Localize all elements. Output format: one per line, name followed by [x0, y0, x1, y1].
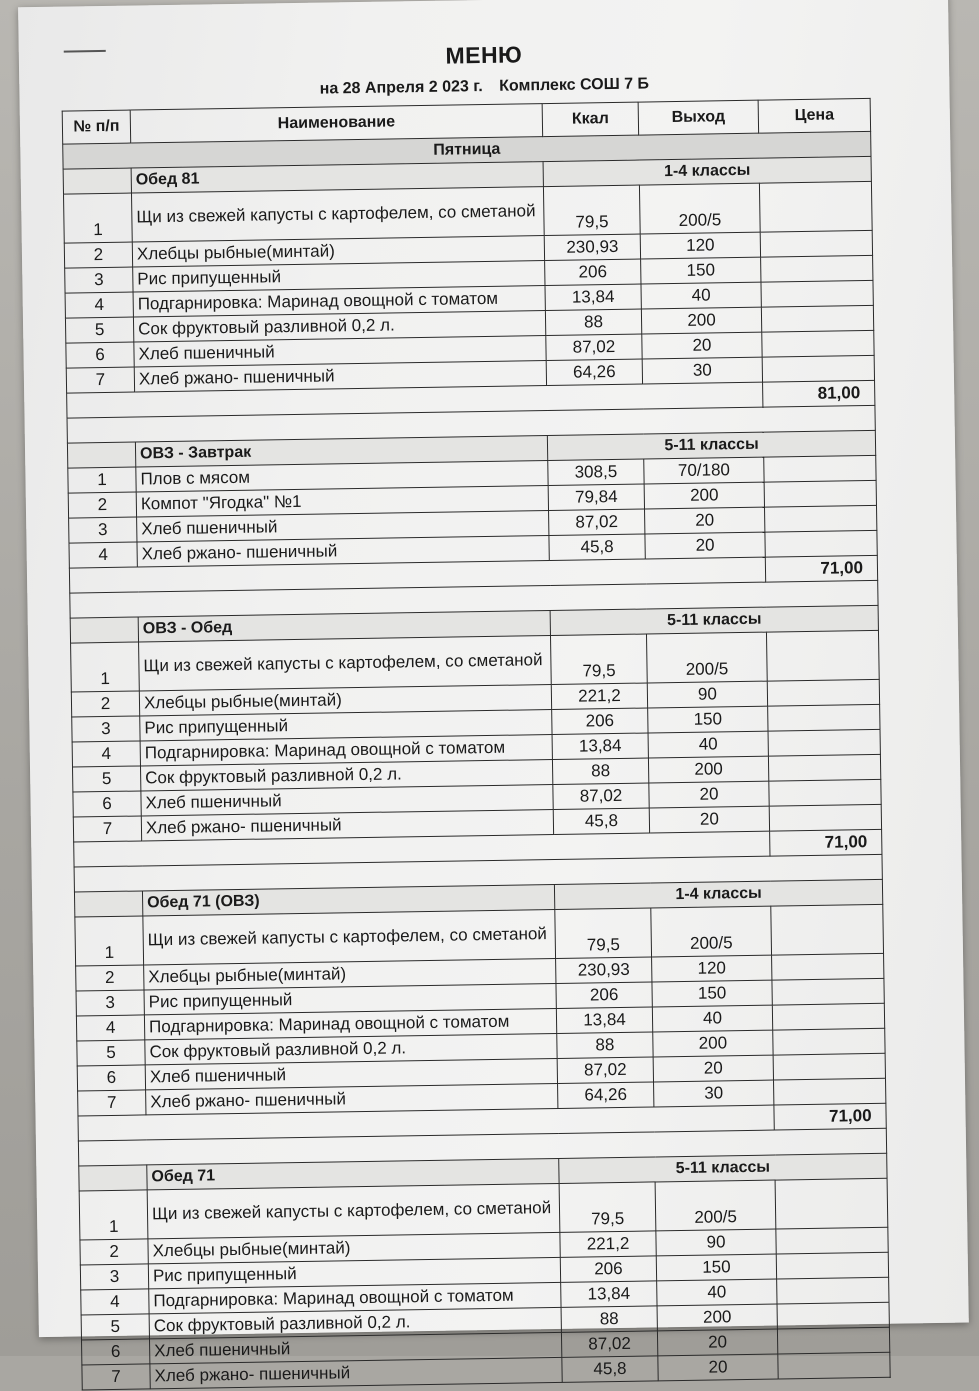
item-name: Щи из свежей капусты с картофелем, со сметаной [143, 909, 556, 964]
item-number: 6 [73, 791, 141, 817]
item-number: 2 [80, 1239, 148, 1265]
item-output: 30 [654, 1080, 774, 1107]
item-number: 2 [71, 691, 139, 717]
item-name: Подгарнировка: Маринад овощной с томатом [133, 286, 545, 317]
item-number: 5 [72, 766, 140, 792]
item-name: Хлеб ржано- пшеничный [134, 361, 546, 392]
item-name: Хлеб пшеничный [149, 1332, 561, 1363]
item-number: 7 [82, 1364, 150, 1390]
section-grade: 5-11 классы [559, 1153, 887, 1183]
item-output: 150 [648, 706, 768, 733]
item-price [775, 1178, 888, 1229]
item-number: 1 [75, 916, 144, 966]
item-kcal: 79,5 [550, 634, 647, 685]
item-number: 4 [65, 292, 133, 318]
item-number: 4 [69, 542, 137, 568]
item-number: 3 [72, 716, 140, 742]
item-name: Хлебцы рыбные(минтай) [144, 958, 556, 989]
item-number: 4 [81, 1289, 149, 1315]
item-kcal: 230,93 [556, 957, 652, 984]
section-grade: 1-4 классы [543, 156, 871, 186]
item-name: Рис припущенный [133, 261, 545, 292]
item-output: 120 [652, 955, 772, 982]
item-kcal: 88 [557, 1032, 653, 1059]
item-number: 7 [78, 1090, 146, 1116]
item-output: 30 [642, 357, 762, 384]
item-price [771, 904, 884, 955]
item-kcal: 79,5 [555, 908, 652, 959]
item-kcal: 206 [560, 1256, 656, 1283]
item-price [772, 953, 884, 980]
item-kcal: 206 [552, 708, 648, 735]
item-number: 3 [80, 1264, 148, 1290]
item-output: 40 [641, 282, 761, 309]
item-name: Хлебцы рыбные(минтай) [132, 236, 544, 267]
item-number: 7 [73, 816, 141, 842]
item-output: 40 [657, 1279, 777, 1306]
section-empty-cell [79, 1165, 147, 1191]
item-price [768, 704, 880, 731]
item-price [778, 1352, 890, 1379]
item-name: Рис припущенный [140, 710, 552, 741]
section-grade: 5-11 классы [547, 430, 875, 460]
item-number: 1 [68, 467, 136, 493]
item-kcal: 87,02 [549, 509, 645, 536]
item-kcal: 13,84 [556, 1007, 652, 1034]
menu-date: на 28 Апреля 2 023 г. [319, 78, 483, 98]
item-output: 200 [644, 482, 764, 509]
item-name: Щи из свежей капусты с картофелем, со сметаной [139, 636, 552, 691]
item-output: 90 [656, 1229, 776, 1256]
item-output: 40 [648, 731, 768, 758]
menu-sheet [18, 0, 969, 1387]
item-name: Хлеб ржано- пшеничный [150, 1357, 562, 1388]
item-output: 200/5 [655, 1180, 776, 1231]
item-name: Хлеб ржано- пшеничный [141, 809, 553, 840]
item-name: Сок фруктовый разливной 0,2 л. [133, 311, 545, 342]
item-price [764, 480, 876, 507]
item-kcal: 87,02 [553, 783, 649, 810]
section-total-price: 81,00 [763, 380, 875, 407]
item-kcal: 88 [552, 758, 648, 785]
item-output: 150 [652, 980, 772, 1007]
item-number: 6 [77, 1065, 145, 1091]
item-name: Хлеб пшеничный [141, 784, 553, 815]
section-empty-cell [67, 442, 135, 468]
item-name: Хлеб пшеничный [145, 1058, 557, 1089]
day-label: Пятница [63, 131, 871, 169]
item-output: 200/5 [646, 632, 767, 683]
item-price [761, 280, 873, 307]
item-number: 3 [65, 267, 133, 293]
section-empty-cell [70, 617, 138, 643]
section-name: Обед 71 [147, 1158, 559, 1189]
item-output: 20 [645, 507, 765, 534]
menu-table-body [63, 131, 890, 1390]
item-number: 4 [72, 741, 140, 767]
item-output: 90 [647, 681, 767, 708]
item-price [765, 530, 877, 557]
section-empty-cell [63, 168, 131, 194]
item-name: Сок фруктовый разливной 0,2 л. [145, 1033, 557, 1064]
item-price [760, 230, 872, 257]
item-name: Сок фруктовый разливной 0,2 л. [149, 1307, 561, 1338]
item-price [776, 1227, 888, 1254]
item-name: Хлеб ржано- пшеничный [137, 536, 549, 567]
item-output: 150 [641, 257, 761, 284]
item-name: Рис припущенный [144, 983, 556, 1014]
item-name: Щи из свежей капусты с картофелем, со сметаной [131, 187, 544, 242]
item-kcal: 64,26 [546, 359, 642, 386]
section-name: ОВЗ - Завтрак [135, 436, 547, 467]
item-price [768, 729, 880, 756]
item-output: 200 [648, 756, 768, 783]
item-kcal: 13,84 [561, 1281, 657, 1308]
item-price [777, 1277, 889, 1304]
item-kcal: 88 [561, 1306, 657, 1333]
item-number: 2 [64, 242, 132, 268]
item-price [776, 1252, 888, 1279]
item-price [759, 181, 872, 232]
item-output: 200 [641, 307, 761, 334]
section-name: ОВЗ - Обед [138, 611, 550, 642]
item-number: 2 [68, 492, 136, 518]
menu-table [62, 98, 891, 1391]
item-price [768, 754, 880, 781]
section-grade: 5-11 классы [550, 605, 878, 635]
item-price [772, 978, 884, 1005]
section-total-price: 71,00 [774, 1103, 886, 1130]
item-number: 6 [66, 342, 134, 368]
col-header-number: № п/п [62, 110, 131, 144]
item-price [774, 1078, 886, 1105]
item-price [773, 1053, 885, 1080]
item-kcal: 45,8 [549, 534, 645, 561]
item-output: 20 [645, 532, 765, 559]
item-output: 150 [656, 1254, 776, 1281]
item-number: 5 [81, 1314, 149, 1340]
item-price [761, 255, 873, 282]
col-header-name: Наименование [130, 104, 542, 143]
item-number: 1 [63, 193, 132, 243]
item-number: 7 [66, 367, 134, 393]
item-kcal: 87,02 [561, 1331, 657, 1358]
item-output: 20 [657, 1329, 777, 1356]
section-name: Обед 81 [131, 162, 543, 193]
item-kcal: 221,2 [551, 683, 647, 710]
item-number: 6 [81, 1339, 149, 1365]
item-kcal: 64,26 [558, 1082, 654, 1109]
col-header-output: Выход [638, 100, 759, 135]
menu-title: МЕНЮ [445, 41, 523, 69]
item-kcal: 79,5 [543, 185, 640, 236]
item-output: 200/5 [639, 183, 760, 234]
item-output: 200 [657, 1304, 777, 1331]
item-output: 70/180 [644, 457, 764, 484]
item-name: Хлеб пшеничный [137, 511, 549, 542]
item-name: Подгарнировка: Маринад овощной с томатом [149, 1282, 561, 1313]
item-price [765, 505, 877, 532]
item-price [777, 1327, 889, 1354]
item-kcal: 13,84 [552, 733, 648, 760]
item-kcal: 206 [545, 259, 641, 286]
item-name: Хлеб ржано- пшеничный [146, 1083, 558, 1114]
section-grade: 1-4 классы [554, 879, 882, 909]
item-price [769, 804, 881, 831]
item-output: 20 [653, 1055, 773, 1082]
item-name: Компот "Ягодка" №1 [136, 486, 548, 517]
item-number: 1 [79, 1190, 148, 1240]
item-output: 20 [642, 332, 762, 359]
item-price [769, 779, 881, 806]
item-price [767, 679, 879, 706]
item-number: 1 [71, 642, 140, 692]
item-name: Подгарнировка: Маринад овощной с томатом [144, 1008, 556, 1039]
item-price [777, 1302, 889, 1329]
item-name: Хлебцы рыбные(минтай) [139, 685, 551, 716]
item-output: 20 [649, 806, 769, 833]
item-name: Хлебцы рыбные(минтай) [148, 1232, 560, 1263]
item-name: Рис припущенный [148, 1257, 560, 1288]
item-price [766, 630, 879, 681]
item-price [773, 1028, 885, 1055]
item-price [772, 1003, 884, 1030]
item-number: 2 [76, 965, 144, 991]
menu-complex: Комплекс СОШ 7 Б [499, 75, 650, 95]
item-kcal: 13,84 [545, 284, 641, 311]
item-kcal: 206 [556, 982, 652, 1009]
section-name: Обед 71 (ОВЗ) [142, 884, 554, 915]
item-kcal: 87,02 [557, 1057, 653, 1084]
item-output: 20 [658, 1354, 778, 1381]
item-price [762, 330, 874, 357]
item-number: 5 [65, 317, 133, 343]
item-kcal: 45,8 [562, 1356, 658, 1383]
item-output: 120 [640, 232, 760, 259]
item-name: Хлеб пшеничный [134, 336, 546, 367]
item-number: 4 [76, 1015, 144, 1041]
item-kcal: 88 [545, 309, 641, 336]
item-output: 20 [649, 781, 769, 808]
section-total-price: 71,00 [770, 829, 882, 856]
item-kcal: 308,5 [548, 459, 644, 486]
item-price [764, 455, 876, 482]
item-number: 3 [76, 990, 144, 1016]
item-name: Подгарнировка: Маринад овощной с томатом [140, 735, 552, 766]
item-name: Щи из свежей капусты с картофелем, со сметаной [147, 1183, 560, 1238]
col-header-price: Цена [758, 98, 871, 133]
item-kcal: 79,5 [559, 1182, 656, 1233]
item-kcal: 221,2 [560, 1231, 656, 1258]
item-kcal: 87,02 [546, 334, 642, 361]
item-kcal: 230,93 [544, 234, 640, 261]
item-number: 5 [77, 1040, 145, 1066]
item-name: Сок фруктовый разливной 0,2 л. [140, 760, 552, 791]
col-header-kcal: Ккал [542, 102, 639, 137]
section-total-price: 71,00 [765, 555, 877, 582]
item-number: 3 [69, 517, 137, 543]
item-output: 200 [653, 1030, 773, 1057]
item-price [761, 305, 873, 332]
item-kcal: 45,8 [553, 808, 649, 835]
item-kcal: 79,84 [548, 484, 644, 511]
section-empty-cell [74, 891, 142, 917]
item-output: 200/5 [651, 906, 772, 957]
item-name: Плов с мясом [136, 461, 548, 492]
item-output: 40 [652, 1005, 772, 1032]
item-price [762, 355, 874, 382]
